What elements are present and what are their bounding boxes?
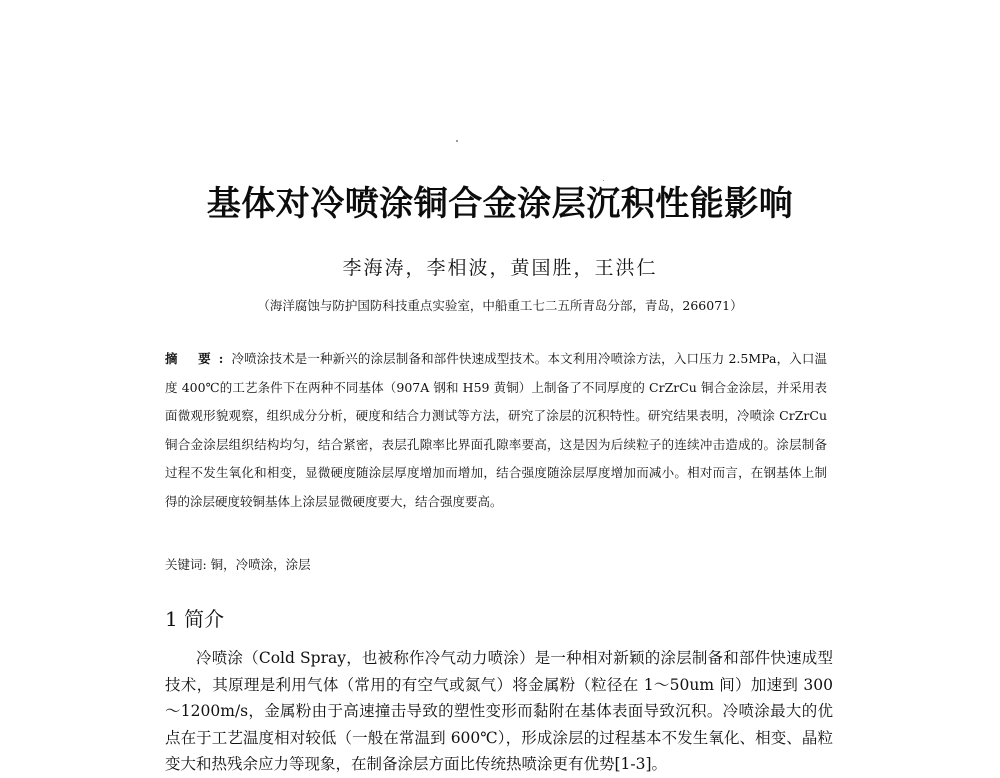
paper-affiliation: （海洋腐蚀与防护国防科技重点实验室，中船重工七二五所青岛分部，青岛，266071） <box>257 298 743 313</box>
section-heading-introduction: 1 简介 <box>165 607 225 631</box>
introduction-paragraph: 冷喷涂（Cold Spray，也被称作冷气动力喷涂）是一种相对新颖的涂层制备和部件快速成型技术，其原理是利用气体（常用的有空气或氮气）将金属粉（粒径在 1～50um 间）加速到 300～1200m/s，金属粉由于高速撞击导致的塑性变形而黏附在基体表面导致沉积。冷喷涂最大的优点在于工艺温度相对较低（一般在常温到 600℃），形成涂层的过程基本不发生氧化、相变、晶粒变大和热残余应力等现象，在制备涂层方面比传统热喷涂更有优势[1-3]。 <box>165 649 833 773</box>
scan-speck <box>456 140 458 142</box>
abstract-text: 冷喷涂技术是一种新兴的涂层制备和部件快速成型技术。本文利用冷喷涂方法，入口压力 2.5MPa，入口温度 400℃的工艺条件下在两种不同基体（907A 钢和 H59 黄铜）上制备了不同厚度的 CrZrCu 铜合金涂层，并采用表面微观形貌观察，组织成分分析，硬度和结合力测试等方法，研究了涂层的沉积特性。研究结果表明，冷喷涂 CrZrCu 铜合金涂层组织结构均匀，结合紧密，表层孔隙率比界面孔隙率要高，这是因为后续粒子的连续冲击造成的。涂层制备过程不发生氧化和相变，显微硬度随涂层厚度增加而增加，结合强度随涂层厚度增加而减小。相对而言，在钢基体上制得的涂层硬度较铜基体上涂层显微硬度要大，结合强度要高。 <box>165 351 827 509</box>
abstract <box>165 345 827 517</box>
paper-authors: 李海涛，李相波，黄国胜，王洪仁 <box>342 257 658 279</box>
keywords: 关键词: 铜，冷喷涂，涂层 <box>165 557 311 572</box>
paper-title: 基体对冷喷涂铜合金涂层沉积性能影响 <box>206 184 794 224</box>
abstract-label: 摘 要: <box>165 351 232 366</box>
